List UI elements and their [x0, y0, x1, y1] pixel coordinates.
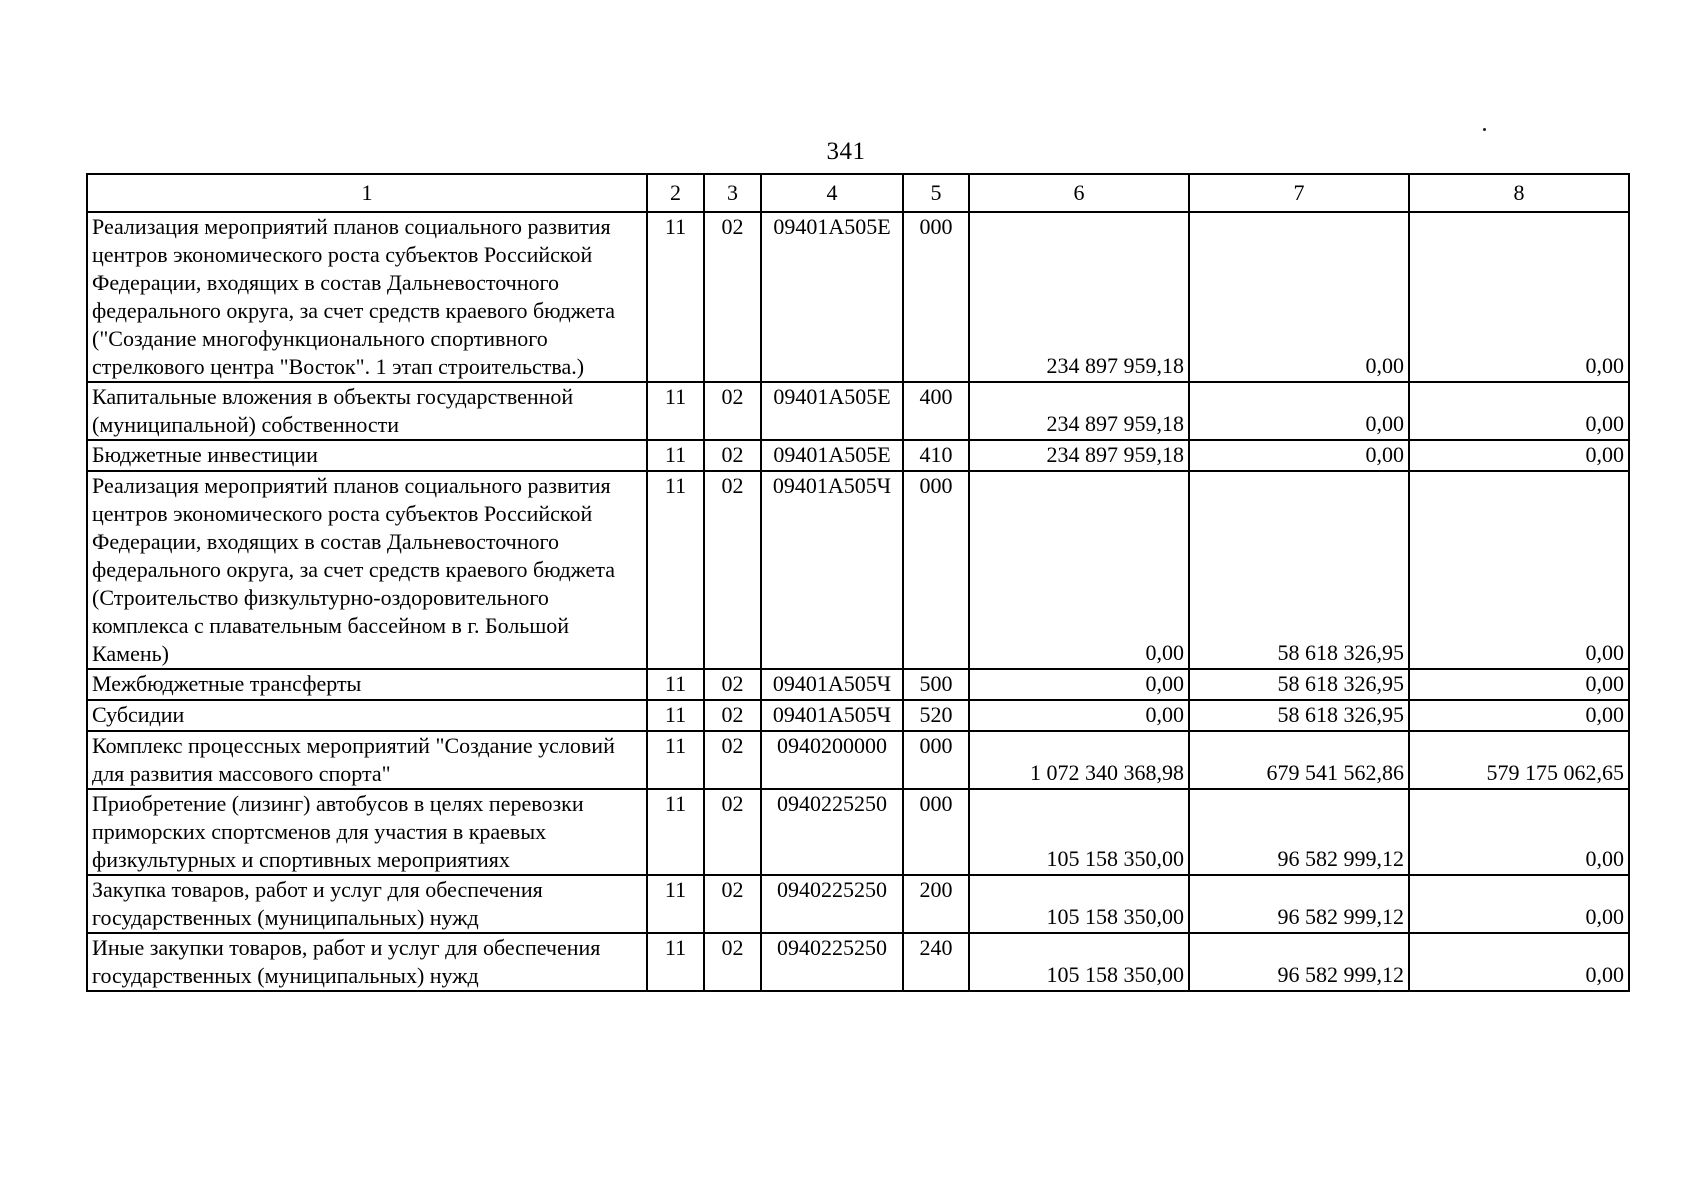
row-amount-7: 96 582 999,12: [1189, 789, 1409, 875]
row-amount-6: 234 897 959,18: [969, 212, 1189, 382]
row-subsection: 02: [704, 933, 761, 991]
row-name: Бюджетные инвестиции: [87, 440, 647, 471]
table-row: [87, 440, 1629, 471]
table-row: [87, 731, 1629, 789]
row-name: Приобретение (лизинг) автобусов в целях перевозки приморских спортсменов для участия в краевых физкультурных и спортивных мероприятиях: [87, 789, 647, 875]
header-col-6: 6: [969, 174, 1189, 212]
header-col-5: 5: [903, 174, 969, 212]
row-section: 11: [647, 212, 704, 382]
row-amount-8: 0,00: [1409, 669, 1629, 700]
header-col-8: 8: [1409, 174, 1629, 212]
row-subsection: 02: [704, 731, 761, 789]
row-name: Комплекс процессных мероприятий "Создание условий для развития массового спорта": [87, 731, 647, 789]
row-subsection: 02: [704, 875, 761, 933]
row-target-article: 09401A505Ч: [761, 669, 903, 700]
row-target-article: 09401A505E: [761, 440, 903, 471]
row-expense-type: 000: [903, 212, 969, 382]
row-expense-type: 240: [903, 933, 969, 991]
row-target-article: 09401A505Ч: [761, 471, 903, 669]
row-amount-7: 96 582 999,12: [1189, 933, 1409, 991]
row-subsection: 02: [704, 471, 761, 669]
row-amount-8: 0,00: [1409, 789, 1629, 875]
header-row: [87, 174, 1629, 212]
row-target-article: 0940225250: [761, 789, 903, 875]
row-name: Иные закупки товаров, работ и услуг для обеспечения государственных (муниципальных) нужд: [87, 933, 647, 991]
row-amount-7: 58 618 326,95: [1189, 700, 1409, 731]
row-expense-type: 000: [903, 789, 969, 875]
row-amount-7: 679 541 562,86: [1189, 731, 1409, 789]
row-name: Субсидии: [87, 700, 647, 731]
row-amount-7: 0,00: [1189, 440, 1409, 471]
row-subsection: 02: [704, 212, 761, 382]
row-target-article: 0940225250: [761, 875, 903, 933]
row-expense-type: 000: [903, 471, 969, 669]
row-amount-6: 105 158 350,00: [969, 875, 1189, 933]
header-col-4: 4: [761, 174, 903, 212]
row-name: Межбюджетные трансферты: [87, 669, 647, 700]
row-target-article: 0940225250: [761, 933, 903, 991]
row-expense-type: 520: [903, 700, 969, 731]
row-section: 11: [647, 789, 704, 875]
row-amount-6: 0,00: [969, 700, 1189, 731]
row-section: 11: [647, 731, 704, 789]
row-amount-8: 0,00: [1409, 471, 1629, 669]
table-row: [87, 212, 1629, 382]
row-amount-8: 0,00: [1409, 440, 1629, 471]
row-section: 11: [647, 700, 704, 731]
row-amount-7: 58 618 326,95: [1189, 471, 1409, 669]
header-col-7: 7: [1189, 174, 1409, 212]
row-subsection: 02: [704, 669, 761, 700]
row-amount-6: 1 072 340 368,98: [969, 731, 1189, 789]
table-row: [87, 700, 1629, 731]
header-col-3: 3: [704, 174, 761, 212]
row-section: 11: [647, 440, 704, 471]
row-target-article: 09401A505E: [761, 382, 903, 440]
row-subsection: 02: [704, 382, 761, 440]
row-section: 11: [647, 471, 704, 669]
scan-speck: [1483, 128, 1486, 131]
table-row: [87, 382, 1629, 440]
page-number: 341: [826, 138, 866, 165]
row-section: 11: [647, 382, 704, 440]
table-body: [87, 212, 1629, 991]
row-amount-7: 58 618 326,95: [1189, 669, 1409, 700]
row-amount-6: 105 158 350,00: [969, 933, 1189, 991]
row-name: Закупка товаров, работ и услуг для обеспечения государственных (муниципальных) нужд: [87, 875, 647, 933]
row-expense-type: 410: [903, 440, 969, 471]
row-amount-8: 0,00: [1409, 875, 1629, 933]
row-section: 11: [647, 669, 704, 700]
row-amount-8: 0,00: [1409, 933, 1629, 991]
row-expense-type: 200: [903, 875, 969, 933]
table-row: [87, 789, 1629, 875]
row-amount-6: 0,00: [969, 669, 1189, 700]
row-expense-type: 400: [903, 382, 969, 440]
row-section: 11: [647, 875, 704, 933]
row-amount-8: 0,00: [1409, 700, 1629, 731]
row-name: Капитальные вложения в объекты государственной (муниципальной) собственности: [87, 382, 647, 440]
row-amount-7: 0,00: [1189, 212, 1409, 382]
row-amount-6: 234 897 959,18: [969, 440, 1189, 471]
header-col-1: 1: [87, 174, 647, 212]
row-name: Реализация мероприятий планов социального развития центров экономического роста субъектов Российской Федерации, входящих в состав Дальневосточного федерального округа, за счет средств краевого бюджета (Строительство физкультурно-оздоровительного комплекса с плавательным бассейном в г. Большой Камень): [87, 471, 647, 669]
table-row: [87, 875, 1629, 933]
row-target-article: 0940200000: [761, 731, 903, 789]
row-amount-6: 105 158 350,00: [969, 789, 1189, 875]
row-section: 11: [647, 933, 704, 991]
row-subsection: 02: [704, 700, 761, 731]
table-row: [87, 933, 1629, 991]
table-row: [87, 471, 1629, 669]
row-amount-7: 96 582 999,12: [1189, 875, 1409, 933]
row-expense-type: 500: [903, 669, 969, 700]
budget-table: [86, 173, 1630, 992]
header-col-2: 2: [647, 174, 704, 212]
row-amount-6: 0,00: [969, 471, 1189, 669]
row-amount-8: 0,00: [1409, 382, 1629, 440]
row-subsection: 02: [704, 440, 761, 471]
row-amount-6: 234 897 959,18: [969, 382, 1189, 440]
row-amount-8: 579 175 062,65: [1409, 731, 1629, 789]
row-amount-7: 0,00: [1189, 382, 1409, 440]
row-subsection: 02: [704, 789, 761, 875]
row-amount-8: 0,00: [1409, 212, 1629, 382]
row-name: Реализация мероприятий планов социального развития центров экономического роста субъектов Российской Федерации, входящих в состав Дальневосточного федерального округа, за счет средств краевого бюджета ("Создание многофункционального спортивного стрелкового центра "Восток". 1 этап строительства.): [87, 212, 647, 382]
row-expense-type: 000: [903, 731, 969, 789]
table-row: [87, 669, 1629, 700]
row-target-article: 09401A505Ч: [761, 700, 903, 731]
row-target-article: 09401A505E: [761, 212, 903, 382]
